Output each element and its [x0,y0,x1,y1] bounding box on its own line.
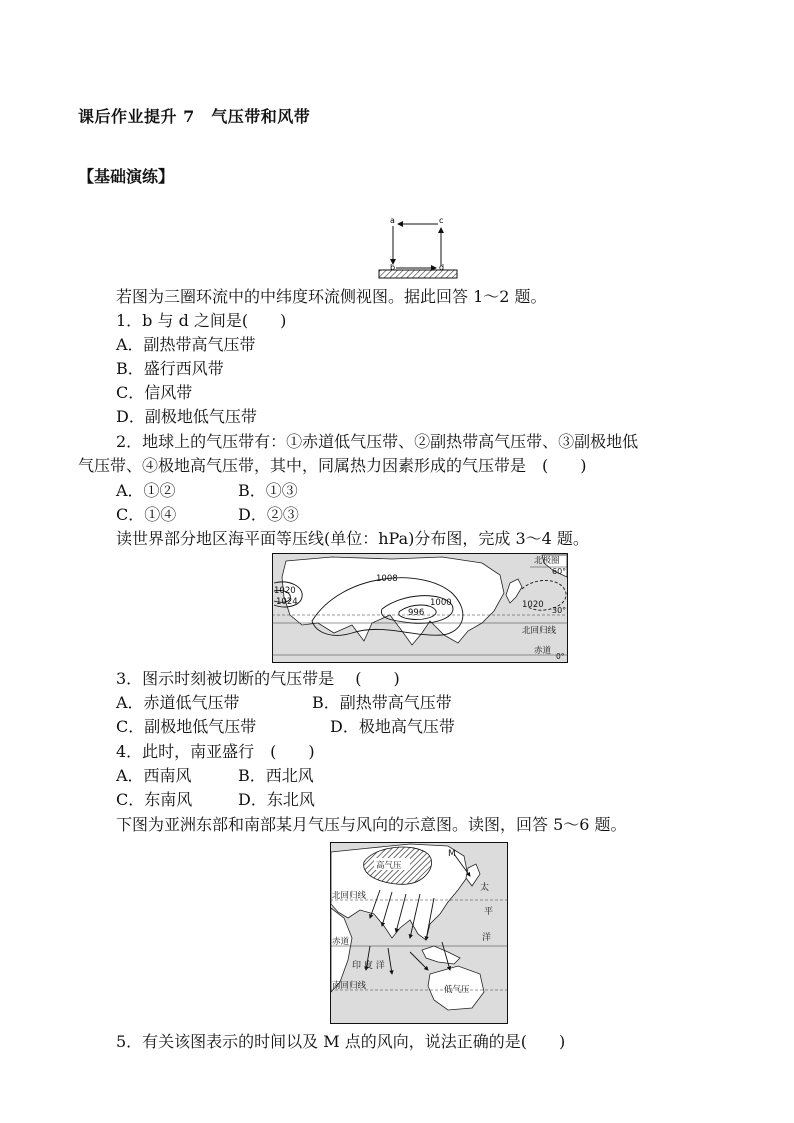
q2-option-d: D．②③ [238,505,299,524]
section-heading: 【基础演练】 [78,167,175,186]
label-high-pressure: 高气压 [376,861,402,871]
label-tropic: 北回归线 [522,626,557,636]
circulation-diagram [376,212,460,282]
label-1024: 1024 [276,597,298,607]
label-ping: 平 [484,907,494,917]
q2-option-a: A．①② [116,481,176,500]
label-1020-east: 1020 [522,600,544,610]
label-c: c [439,216,444,225]
q2-option-b: B．①③ [238,481,298,500]
intro-3-4: 读世界部分地区海平面等压线(单位：hPa)分布图，完成 3～4 题。 [116,529,589,548]
label-lat30: 30° [552,606,567,615]
label-1008: 1008 [376,574,398,584]
q1-option-d: D．副极地低气压带 [116,407,257,426]
label-indian-ocean: 印 度 洋 [352,961,385,971]
q4-option-a: A．西南风 [116,766,192,785]
label-a: a [390,216,395,225]
label-lat0: 0° [556,652,565,661]
label-tai: 太 [480,883,490,893]
label-equator: 赤道 [332,937,350,947]
label-arctic-circle: 北极圈 [534,556,560,566]
q3-option-a: A．赤道低气压带 [116,693,240,712]
label-lat60: 60° [552,567,567,576]
q3-option-b: B．副热带高气压带 [312,693,452,712]
label-996: 996 [408,608,425,618]
q3-stem: 3．图示时刻被切断的气压带是 ( ) [116,669,400,688]
intro-5-6: 下图为亚洲东部和南部某月气压与风向的示意图。读图，回答 5～6 题。 [116,815,627,834]
q2-stem-line1: 2．地球上的气压带有：①赤道低气压带、②副热带高气压带、③副极地低 [116,432,639,451]
label-yang: 洋 [482,933,492,943]
label-tropic-north: 北回归线 [332,891,367,901]
q4-stem: 4．此时，南亚盛行 ( ) [116,742,315,761]
q1-option-b: B．盛行西风带 [116,359,224,378]
q3-option-d: D．极地高气压带 [330,717,455,736]
page-title: 课后作业提升 7 气压带和风带 [78,107,311,126]
isobar-map [272,553,568,663]
label-m: M [448,849,456,859]
label-1000: 1000 [430,598,452,608]
q2-option-c: C．①④ [116,505,177,524]
asia-wind-map [330,842,508,1024]
label-1020-west: 1020 [274,586,296,596]
label-low-pressure: 低气压 [444,985,470,995]
q1-option-c: C．信风带 [116,383,193,402]
q1-stem: 1．b 与 d 之间是( ) [116,311,287,330]
q2-stem-line2: 气压带、④极地高气压带，其中，同属热力因素形成的气压带是 ( ) [78,456,587,475]
q3-option-c: C．副极地低气压带 [116,717,257,736]
label-b: b [390,263,396,272]
q4-option-b: B．西北风 [238,766,314,785]
q5-stem: 5．有关该图表示的时间以及 M 点的风向，说法正确的是( ) [116,1032,566,1051]
label-tropic-south: 南回归线 [332,981,367,991]
q4-option-d: D．东北风 [238,790,315,809]
label-d: d [439,263,445,272]
q1-option-a: A．副热带高气压带 [116,335,256,354]
q4-option-c: C．东南风 [116,790,193,809]
intro-1-2: 若图为三圈环流中的中纬度环流侧视图。据此回答 1～2 题。 [116,287,547,306]
label-equator: 赤道 [534,646,552,656]
